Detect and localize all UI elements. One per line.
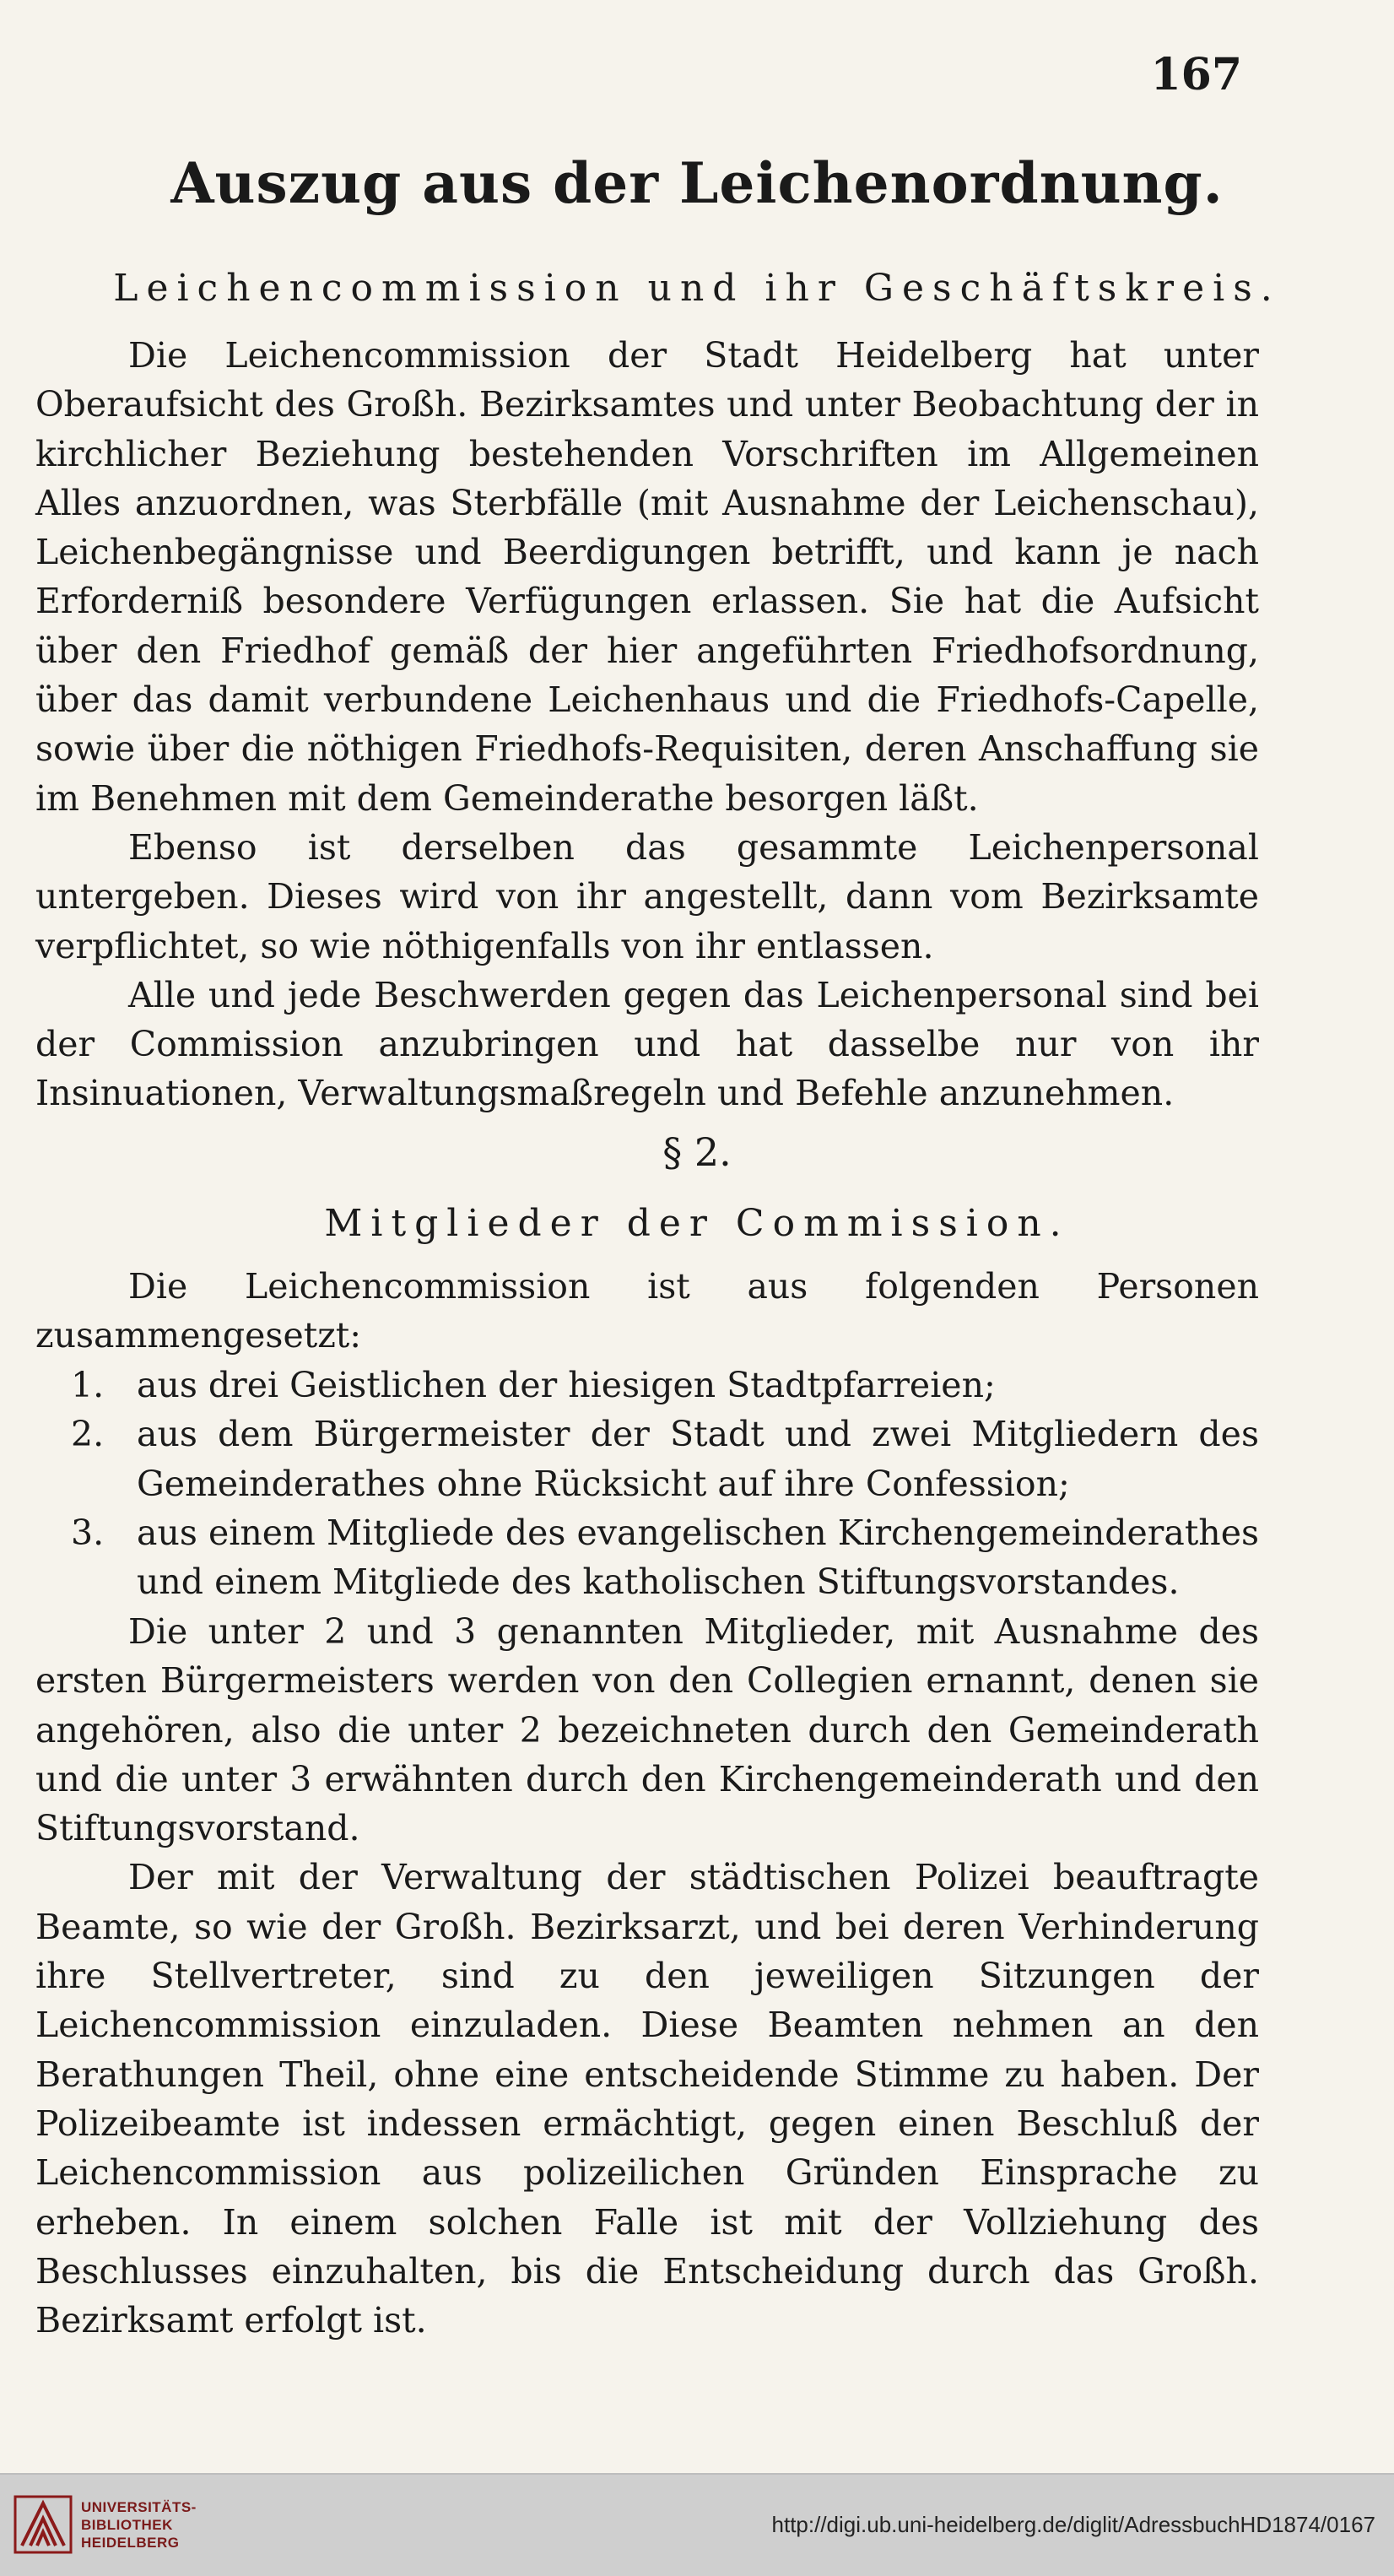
section-number: § 2.: [662, 1129, 732, 1175]
library-name-line: BIBLIOTHEK: [81, 2517, 173, 2533]
paragraph: Der mit der Verwaltung der städtischen Polizei beauftragte Beamte, so wie der Großh. Bezirksarzt, und bei deren Verhinderung ihre Stellvertreter, sind zu den jeweiligen Sitzungen der Leichencommission einzuladen. Diese Beamten nehmen an den Berathungen Theil, ohne eine entscheidende Stimme zu haben. Der Polizeibeamte ist indessen ermächtigt, gegen einen Beschluß der Leichencommission aus polizeilichen Gründen Einsprache zu erheben. In einem solchen Falle ist mit der Vollziehung des Beschlusses einzuhalten, bis die Entscheidung durch das Großh. Bezirksamt erfolgt ist.: [35, 1857, 1259, 2341]
section-heading-1: Leichencommission und ihr Geschäftskreis.: [113, 267, 1281, 310]
library-name: [81, 2498, 197, 2552]
page-number: 167: [1150, 49, 1242, 100]
section-heading-2: Mitglieder der Commission.: [324, 1202, 1070, 1245]
page-title: Auszug aus der Leichenordnung.: [170, 150, 1224, 216]
members-list: [35, 1361, 1259, 1606]
list-text: aus einem Mitgliede des evangelischen Kirchengemeinderathes und einem Mitgliede des katholischen Stiftungsvorstandes.: [137, 1512, 1259, 1603]
source-url-link[interactable]: http://digi.ub.uni-heidelberg.de/diglit/AdressbuchHD1874/0167: [771, 2512, 1375, 2537]
list-number: 1.: [71, 1365, 105, 1405]
library-name-line: HEIDELBERG: [81, 2535, 180, 2551]
list-number: 3.: [71, 1512, 105, 1553]
section-1-body: [35, 331, 1259, 1118]
list-item: [35, 1508, 1259, 1607]
list-item: [35, 1410, 1259, 1508]
list-item: [35, 1361, 1259, 1410]
paragraph: Alle und jede Beschwerden gegen das Leichenpersonal sind bei der Commission anzubringen und hat dasselbe nur von ihr Insinuationen, Verwaltungsmaßregeln und Befehle anzunehmen.: [35, 974, 1259, 1114]
library-name-line: UNIVERSITÄTS-: [81, 2499, 197, 2515]
section-2-intro: [35, 1262, 1259, 1361]
list-text: aus dem Bürgermeister der Stadt und zwei Mitgliedern des Gemeinderathes ohne Rücksicht auf ihre Confession;: [137, 1414, 1259, 1504]
ub-heidelberg-logo-icon: [14, 2495, 73, 2554]
footer-bar: [0, 2473, 1394, 2576]
paragraph: Die Leichencommission der Stadt Heidelberg hat unter Oberaufsicht des Großh. Bezirksamtes und unter Beobachtung der in kirchlicher Beziehung bestehenden Vorschriften im Allgemeinen Alles anzuordnen, was Sterbfälle (mit Ausnahme der Leichenschau), Leichenbegängnisse und Beerdigungen betrifft, und kann je nach Erforderniß besondere Verfügungen erlassen. Sie hat die Aufsicht über den Friedhof gemäß der hier angeführten Friedhofsordnung, über das damit verbundene Leichenhaus und die Friedhofs-Capelle, sowie über die nöthigen Friedhofs-Requisiten, deren Anschaffung sie im Benehmen mit dem Gemeinderathe besorgen läßt.: [35, 335, 1259, 819]
list-text: aus drei Geistlichen der hiesigen Stadtpfarreien;: [137, 1365, 996, 1405]
paragraph: Die Leichencommission ist aus folgenden Personen zusammengesetzt:: [35, 1266, 1259, 1356]
section-2-body: [35, 1607, 1259, 2345]
paragraph: Ebenso ist derselben das gesammte Leichenpersonal untergeben. Dieses wird von ihr angestellt, dann vom Bezirksamte verpflichtet, so wie nöthigenfalls von ihr entlassen.: [35, 826, 1259, 966]
paragraph: Die unter 2 und 3 genannten Mitglieder, mit Ausnahme des ersten Bürgermeisters werden von den Collegien ernannt, denen sie angehören, also die unter 2 bezeichneten durch den Gemeinderath und die unter 3 erwähnten durch den Kirchengemeinderath und den Stiftungsvorstand.: [35, 1611, 1259, 1849]
list-number: 2.: [71, 1414, 105, 1455]
